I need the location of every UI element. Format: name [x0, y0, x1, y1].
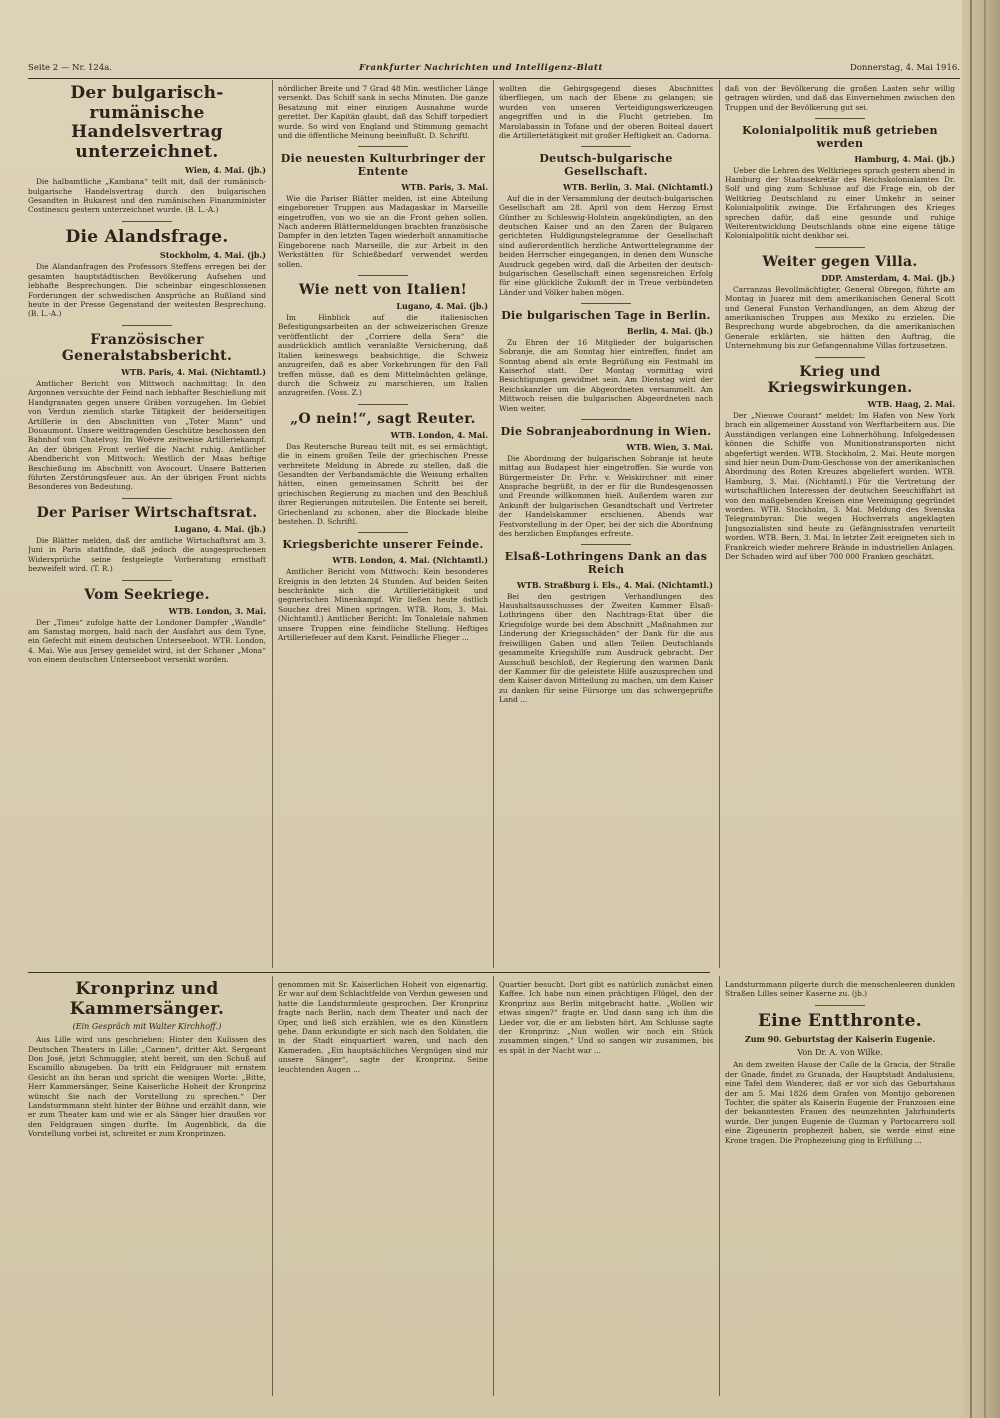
- dateline: WTB. London, 3. Mai.: [168, 605, 266, 616]
- article-body: daß von der Bevölkerung die großen Lasten sehr willig getragen würden, und daß das Einvernehmen zwischen den Truppen und der Bevölkerung gut sei.: [725, 84, 955, 112]
- article-body: Die halbamtliche „Kambana“ teilt mit, daß der rumänisch-bulgarische Handelsvertrag durch den bulgarischen Gesandten in Bukarest und den rumänischen Finanzminister Costinescu gestern unterzeichnet wurde. (B. L.-A.): [28, 177, 266, 215]
- dateline: Stockholm, 4. Mai. (jb.): [159, 250, 266, 261]
- column-rule: [493, 80, 494, 968]
- page-edge: [962, 0, 1000, 1418]
- divider: [581, 146, 631, 147]
- article-body: Die Blätter melden, daß der amtliche Wirtschaftsrat am 3. Juni in Paris stattfinde, daß jedoch die ausgesprochenen Widersprüche seine festgelegte Vorberatung ernsthaft bezweifelt wird. (T. R.): [28, 535, 266, 574]
- newspaper-title: Frankfurter Nachrichten und Intelligenz-Blatt: [359, 63, 603, 73]
- divider: [122, 498, 172, 499]
- feuilleton-column-3: [499, 980, 713, 1396]
- divider: [581, 303, 631, 304]
- article-title: Der Pariser Wirtschaftsrat.: [36, 504, 258, 521]
- article-title: Die Sobranjeabordnung in Wien.: [500, 425, 712, 439]
- divider: [815, 118, 865, 119]
- article-body: Im Hinblick auf die italienischen Befestigungsarbeiten an der schweizerischen Grenze veröffentlicht der „Corriere della Sera“ die ausdrücklich amtlich veranlaßte Versicherung, daß Italien keineswegs beabsichtige, die Schweiz anzugreifen, daß es aber Vorkehrungen für den Fall treffen müsse, daß es dem Mittelmächten gelänge, durch die Schweiz zu marschieren, um Italien anzugreifen. (Voss. Z.): [278, 313, 488, 398]
- divider: [815, 247, 865, 248]
- article-title: Kronprinz und Kammersänger.: [69, 980, 225, 1019]
- dateline: Lugano, 4. Mai. (jb.): [396, 301, 488, 312]
- column-rule: [493, 976, 494, 1396]
- article-body: Wie die Pariser Blätter melden, ist eine Abteilung eingeborener Truppen aus Madagaskar in Marseille eingetroffen, von wo sie an die Front gehen sollen. Nach anderen Blättermeldungen brachten französische Dampfer in den letzten Tagen wiederholt annamitische Eingeborene nach Marseille, die zur Arbeit in den Werkstätten für Schießbedarf verwendet werden sollen.: [278, 193, 488, 269]
- dateline: Hamburg, 4. Mai. (jb.): [854, 153, 955, 164]
- article-body: Ueber die Lehren des Weltkrieges sprach gestern abend in Hamburg der Staatssekretär des Reichskolonialamtes Dr. Solf und ging zum Schlusse auf die Frage ein, ob der Weltkrieg Deutschland zu einer Umkehr in seiner Kolonialpolitik zwinge. Die Erfahrungen des Krieges sprechen dafür, daß eine gesunde und ruhige Weiterentwicklung Deutschlands ohne eine eigene tätige Kolonialpolitik nicht denkbar sei.: [725, 165, 955, 241]
- dateline: WTB. London, 4. Mai. (Nichtamtl.): [332, 555, 488, 566]
- article-title: Deutsch-bulgarische Gesellschaft.: [539, 152, 673, 179]
- divider: [815, 1005, 865, 1006]
- article-body: genommen mit Sr. Kaiserlichen Hoheit von eigenartig. Er war auf dem Schlachtfelde von Verdun gewesen und hatte die Landsturmleute gesprochen. Der Kronprinz fragte nach Berlin, nach dem Theater und nach der Oper, und ließ sich erzählen, wie es den Künstlern gehe. Dann erkundigte er sich nach den Soldaten, die in der Stadt einquartiert waren, und nach den Kameraden. „Ein hauptsächliches Vergnügen sind mir unsere Sänger“, sagte der Kronprinz. Seine leuchtenden Augen ...: [278, 980, 488, 1074]
- dateline: Lugano, 4. Mai. (jb.): [174, 523, 266, 534]
- column-3: [499, 84, 713, 968]
- article-body: Auf die in der Versammlung der deutsch-bulgarischen Gesellschaft am 28. April von dem Herzog Ernst Günther zu Schleswig-Holstein angekündigten, an den deutschen Kaiser und an den Zaren der Bulgaren gerichteten Huldigungstelegramme der Gesellschaft sind außerordentlich herzliche Antworttelegramme der beiden Herrscher eingegangen, in denen dem Wunsche Ausdruck gegeben wird, daß die Arbeiten der deutsch-bulgarischen Gesellschaft einen segensreichen Erfolg für eine glückliche Zukunft der in Treue verbündeten Länder und Völker haben mögen.: [499, 193, 713, 297]
- dateline: WTB. Wien, 3. Mai.: [626, 441, 713, 452]
- column-rule: [719, 80, 720, 968]
- article-title: Wie nett von Italien!: [298, 281, 468, 298]
- article-body: Der „Times“ zufolge hatte der Londoner Dampfer „Wandle“ am Samstag morgen, bald nach der Ausfahrt aus dem Tyne, ein Gefecht mit einem deutschen Unterseeboot. WTB. London, 4. Mai. Wie aus Jersey gemeldet wird, ist der Schoner „Mona“ von einem deutschen Unterseeboot versenkt worden.: [28, 617, 266, 665]
- dateline: Wien, 4. Mai. (jb.): [185, 165, 266, 176]
- article-title: Kriegsberichte unserer Feinde.: [282, 538, 484, 552]
- feuilleton-column-2: [278, 980, 488, 1396]
- article-body: Das Reutersche Bureau teilt mit, es sei ermächtigt, die in einem großen Teile der griechischen Presse verbreitete Meldung in Abrede zu stellen, daß die Gesandten der Verbandsmächte die Weisung erhalten hätten, einen gemeinsamen Schritt bei der griechischen Regierung zu machen und den Beschluß ihrer Regierungen mitzuteilen. Die Entente sei bereit, Griechenland zu schonen, aber die Blockade bleibe bestehen. D. Schriftl.: [278, 441, 488, 527]
- article-title: Krieg und Kriegswirkungen.: [767, 363, 913, 396]
- article-body: Die Abordnung der bulgarischen Sobranje ist heute mittag aus Budapest hier eingetroffen. Sie wurde von Bürgermeister Dr. Frhr. v. Weiskirchner mit einer Ansprache begrüßt, in der er für die Bundesgenossen und Freunde willkommen hieß. Außerdem waren zur Ankunft der bulgarischen Gesandtschaft und Vertreter der Handelskammer erschienen. Abends war Festvorstellung in der Oper, bei der sich die Abordnung des herzlichen Empfanges erfreute.: [499, 453, 713, 538]
- dateline: WTB. Straßburg i. Els., 4. Mai. (Nichtamtl.): [516, 579, 713, 590]
- column-rule: [272, 80, 273, 968]
- article-subtitle: (Ein Gespräch mit Walter Kirchhoff.): [72, 1022, 222, 1032]
- divider: [581, 544, 631, 545]
- issue-date: Donnerstag, 4. Mai 1916.: [849, 63, 960, 73]
- dateline: WTB. Paris, 3. Mai.: [401, 181, 488, 192]
- article-body: Quartier besucht. Dort gibt es natürlich zunächst einen Kaffee. Ich habe nun einen prächtigen Flügel, den der Kronprinz aus Berlin mitgebracht hatte. „Wollen wir etwas singen?“ fragte er. Und dann sang ich ihm die Lieder vor, die er am liebsten hört. Am Schlusse sagte der Kronprinz: „Nun wollen wir noch ein Stück zusammen singen.“ Und so sangen wir zusammen, bis es spät in der Nacht war ...: [499, 980, 713, 1055]
- divider: [122, 325, 172, 326]
- dateline: WTB. London, 4. Mai.: [390, 429, 488, 440]
- header-rule: [28, 78, 960, 79]
- page-header: [28, 60, 960, 76]
- dateline: WTB. Paris, 4. Mai. (Nichtamtl.): [121, 366, 266, 377]
- column-4: [725, 84, 955, 968]
- divider: [815, 357, 865, 358]
- article-title: Die Alandsfrage.: [65, 226, 229, 247]
- feuilleton-column-4: [725, 980, 955, 1396]
- divider: [358, 146, 408, 147]
- divider: [581, 419, 631, 420]
- dateline: WTB. Haag, 2. Mai.: [867, 398, 955, 409]
- article-title: Vom Seekriege.: [84, 586, 210, 603]
- column-rule: [719, 976, 720, 1396]
- column-2: [278, 84, 488, 968]
- article-body: Carranzas Bevollmächtigter, General Obregon, führte am Montag in Juarez mit dem amerikanischen General Scott und General Funston Verhandlungen, an dem Abzug der amerikanischen Truppen aus Mexiko zu erzielen. Die Besprechung wurde abgebrochen, da die amerikanischen Generale erklärten, sie hätten den Auftrag, die Unternehmung bis zur Gefangennahme Villas fortzusetzen.: [725, 284, 955, 351]
- article-subtitle: Zum 90. Geburtstag der Kaiserin Eugenie.: [744, 1034, 936, 1045]
- article-body: Amtlicher Bericht vom Mittwoch: Kein besonderes Ereignis in den letzten 24 Stunden. Auf beiden Seiten beschränkte sich die Artillerietätigkeit und gegnerischen Minenkampf. Wir ließen heute östlich Souchez drei Minen springen. WTB. Rom, 3. Mai. (Nichtamtl.) Amtlicher Bericht: Im Tonaletale nahmen unsere Truppen eine feindliche Stellung. Heftiges Artilleriefeuer auf dem Karst. Feindliche Flieger ...: [278, 567, 488, 642]
- article-body: Bei den gestrigen Verhandlungen des Haushaltsausschusses der Zweiten Kammer Elsaß-Lothringens über den Nachtrags-Etat über die Kriegsfolge wurde bei dem Abschnitt „Maßnahmen zur Linderung der Kriegsschäden“ der Dank für die aus freiwilligen Gaben und allen Teilen Deutschlands gesammelte Kriegshilfe zum Ausdruck gebracht. Der Ausschuß beschloß, der Regierung den warmen Dank der Kammer für die geleistete Hilfe auszusprechen und dem Kaiser davon Mitteilung zu machen, um dem Kaiser zu danken für seine Fürsorge um das schwergeprüfte Land ...: [499, 591, 713, 705]
- divider: [358, 404, 408, 405]
- article-body: An dem zweiten Hause der Calle de la Gracia, der Straße der Gnade, findet zu Granada, der Hauptstadt Andalusiens, eine Tafel dem Wanderer, daß er vor sich das Geburtshaus der am 5. Mai 1826 dem Grafen von Montijo geborenen Tochter, die später als Kaiserin Eugenie der Franzosen eine der bekanntesten Frauen des neunzehnten Jahrhunderts wurde. Der jungen Eugenie de Guzman y Portocarrero soll eine Zigeunerin prophezeit haben, sie werde einst eine Krone tragen. Die Prophezeiung ging in Erfüllung ...: [725, 1060, 955, 1145]
- article-title: Französischer Generalstabsbericht.: [61, 331, 233, 364]
- article-body: Zu Ehren der 16 Mitglieder der bulgarischen Sobranje, die am Sonntag hier eintreffen, findet am Sonntag abend als erste Begrüßung ein Festmahl im Kaiserhof statt. Der Montag vormittag wird Besichtigungen gewidmet sein. Am Dienstag wird der Reichskanzler um die Abgeordneten versammelt. Am Mittwoch reisen die bulgarischen Abgeordneten nach Wien weiter.: [499, 337, 713, 413]
- article-title: Die bulgarischen Tage in Berlin.: [501, 309, 711, 323]
- article-body: nördlicher Breite und 7 Grad 48 Min. westlicher Länge versenkt. Das Schiff sank in sechs Minuten. Die ganze Besatzung mit einer einzigen Ausnahme wurde gerettet. Der Kapitän glaubt, daß das Schiff torpediert wurde. So wird von England und Stimmung gemacht und die öffentliche Meinung beeinflußt. D. Schriftl.: [278, 84, 488, 141]
- article-author: Von Dr. A. von Wilke.: [797, 1048, 883, 1058]
- article-title: Eine Entthronte.: [758, 1010, 922, 1031]
- divider: [358, 275, 408, 276]
- dateline: WTB. Berlin, 3. Mai. (Nichtamtl.): [562, 181, 713, 192]
- divider: [122, 580, 172, 581]
- page-number: Seite 2 — Nr. 124a.: [28, 63, 112, 73]
- article-title: Weiter gegen Villa.: [762, 253, 918, 270]
- column-1: [28, 84, 266, 968]
- section-rule: [28, 972, 710, 973]
- dateline: DDP. Amsterdam, 4. Mai. (jb.): [821, 272, 955, 283]
- dateline: Berlin, 4. Mai. (jb.): [626, 325, 713, 336]
- article-body: Der „Nieuwe Courant“ meldet: Im Hafen von New York brach ein allgemeiner Ausstand von Werftarbeitern aus. Die Ausständigen verlangen eine Lohnerhöhung. Infolgedessen können die Schiffe von Munitionstransporten nicht abgefertigt werden. WTB. Stockholm, 2. Mai. Heute morgen sind hier neun Dum-Dum-Geschosse von der amerikanischen Abordnung des Roten Kreuzes abgeliefert worden. WTB. Hamburg, 3. Mai. (Nichtamtl.) Für die Vertretung der wirtschaftlichen Interessen der deutschen Seeschiffahrt ist von den maßgebenden Kreisen eine Vereinigung gegründet worden. WTB. Stockholm, 3. Mai. Meldung des Svenska Telegrambyran: Die wegen Hochverrats angeklagten Jungsozialisten sind heute zu Gefängnisstrafen verurteilt worden. WTB. Bern, 3. Mai. In letzter Zeit ereigneten sich in Frankreich wieder mehrere Brände in industriellen Anlagen. Der Schaden wird auf über 700 000 Franken geschätzt.: [725, 410, 955, 561]
- feuilleton-column-1: [28, 980, 266, 1396]
- article-body: Die Alandanfragen des Professors Steffens erregen bei der gesamten hauptstädtischen Bevölkerung Aufsehen und lebhafte Besprechungen. Die scheinbar eingeschlossenen Forderungen der schwedischen Ansprüche an Rußland sind heute in der Presse Gegenstand der weitesten Besprechung. (B. L.-A.): [28, 262, 266, 319]
- article-title: Der bulgarisch-rumänische Handelsvertrag unterzeichnet.: [70, 84, 224, 162]
- article-body: Landsturmmann pilgerte durch die menschenleeren dunklen Straßen Lilles seiner Kaserne zu. (jb.): [725, 980, 955, 999]
- article-title: „O nein!“, sagt Reuter.: [290, 410, 476, 427]
- divider: [358, 532, 408, 533]
- article-body: Amtlicher Bericht von Mittwoch nachmittag: In den Argonnen versuchte der Feind nach lebhafter Beschießung mit Handgranaten gegen unsere Gräben vorzugehen. Im Gebiet von Verdun ziemlich starke Tätigkeit der beiderseitigen Artillerie in den Abschnitten von „Toter Mann“ und Douaumont. Unsere weittragenden Geschütze beschossen den Bahnhof von Chatelvoy. Im Woëvre zeitweise Artilleriekampf. An der übrigen Front verlief die Nacht ruhig. Amtlicher Abendbericht von Mittwoch: Westlich der Maas heftige Beschießung im Abschnitt von Avocourt. Unsere Batterien führten Zerstörungsfeuer aus. An der übrigen Front nichts Besonderes von Bedeutung.: [28, 378, 266, 492]
- column-rule: [272, 976, 273, 1396]
- article-title: Die neuesten Kulturbringer der Entente: [280, 152, 486, 179]
- article-title: Kolonialpolitik muß getrieben werden: [742, 124, 938, 150]
- article-body: Aus Lille wird uns geschrieben: Hinter den Kulissen des Deutschen Theaters in Lille: „Carmen“, dritter Akt. Sergeant Don José, jetzt Schmuggler, steht bereit, um den Schuß auf Escamillo abzugeben. Da tritt ein Feldgrauer mit ernstem Gesicht an ihn heran und spricht die wenigen Worte: „Bitte, Herr Kammersänger, Seine Kaiserliche Hoheit der Kronprinz wünscht Sie nach der Vorstellung zu sprechen.“ Der Landsturmmann steht hinter der Bühne und erzählt dann, wie er zum Theater kam und wie er als Sänger hier draußen vor den Feldgrauen singen durfte. Im Augenblick, da die Vorstellung vorbei ist, schreitet er zum Kronprinzen.: [28, 1035, 266, 1139]
- article-body: wollten die Gebirgsgegend dieses Abschnittes überfliegen, um nach der Ebene zu gelangen; sie wurden von unseren Verteidigungswerkzeugen angegriffen und in die Flucht getrieben. Im Marolabassin in Tofane und der oberen Boiteal dauert die Artillerietätigkeit mit großer Heftigkeit an. Cadorna.: [499, 84, 713, 141]
- divider: [122, 221, 172, 222]
- article-title: Elsaß-Lothringens Dank an das Reich: [504, 550, 708, 577]
